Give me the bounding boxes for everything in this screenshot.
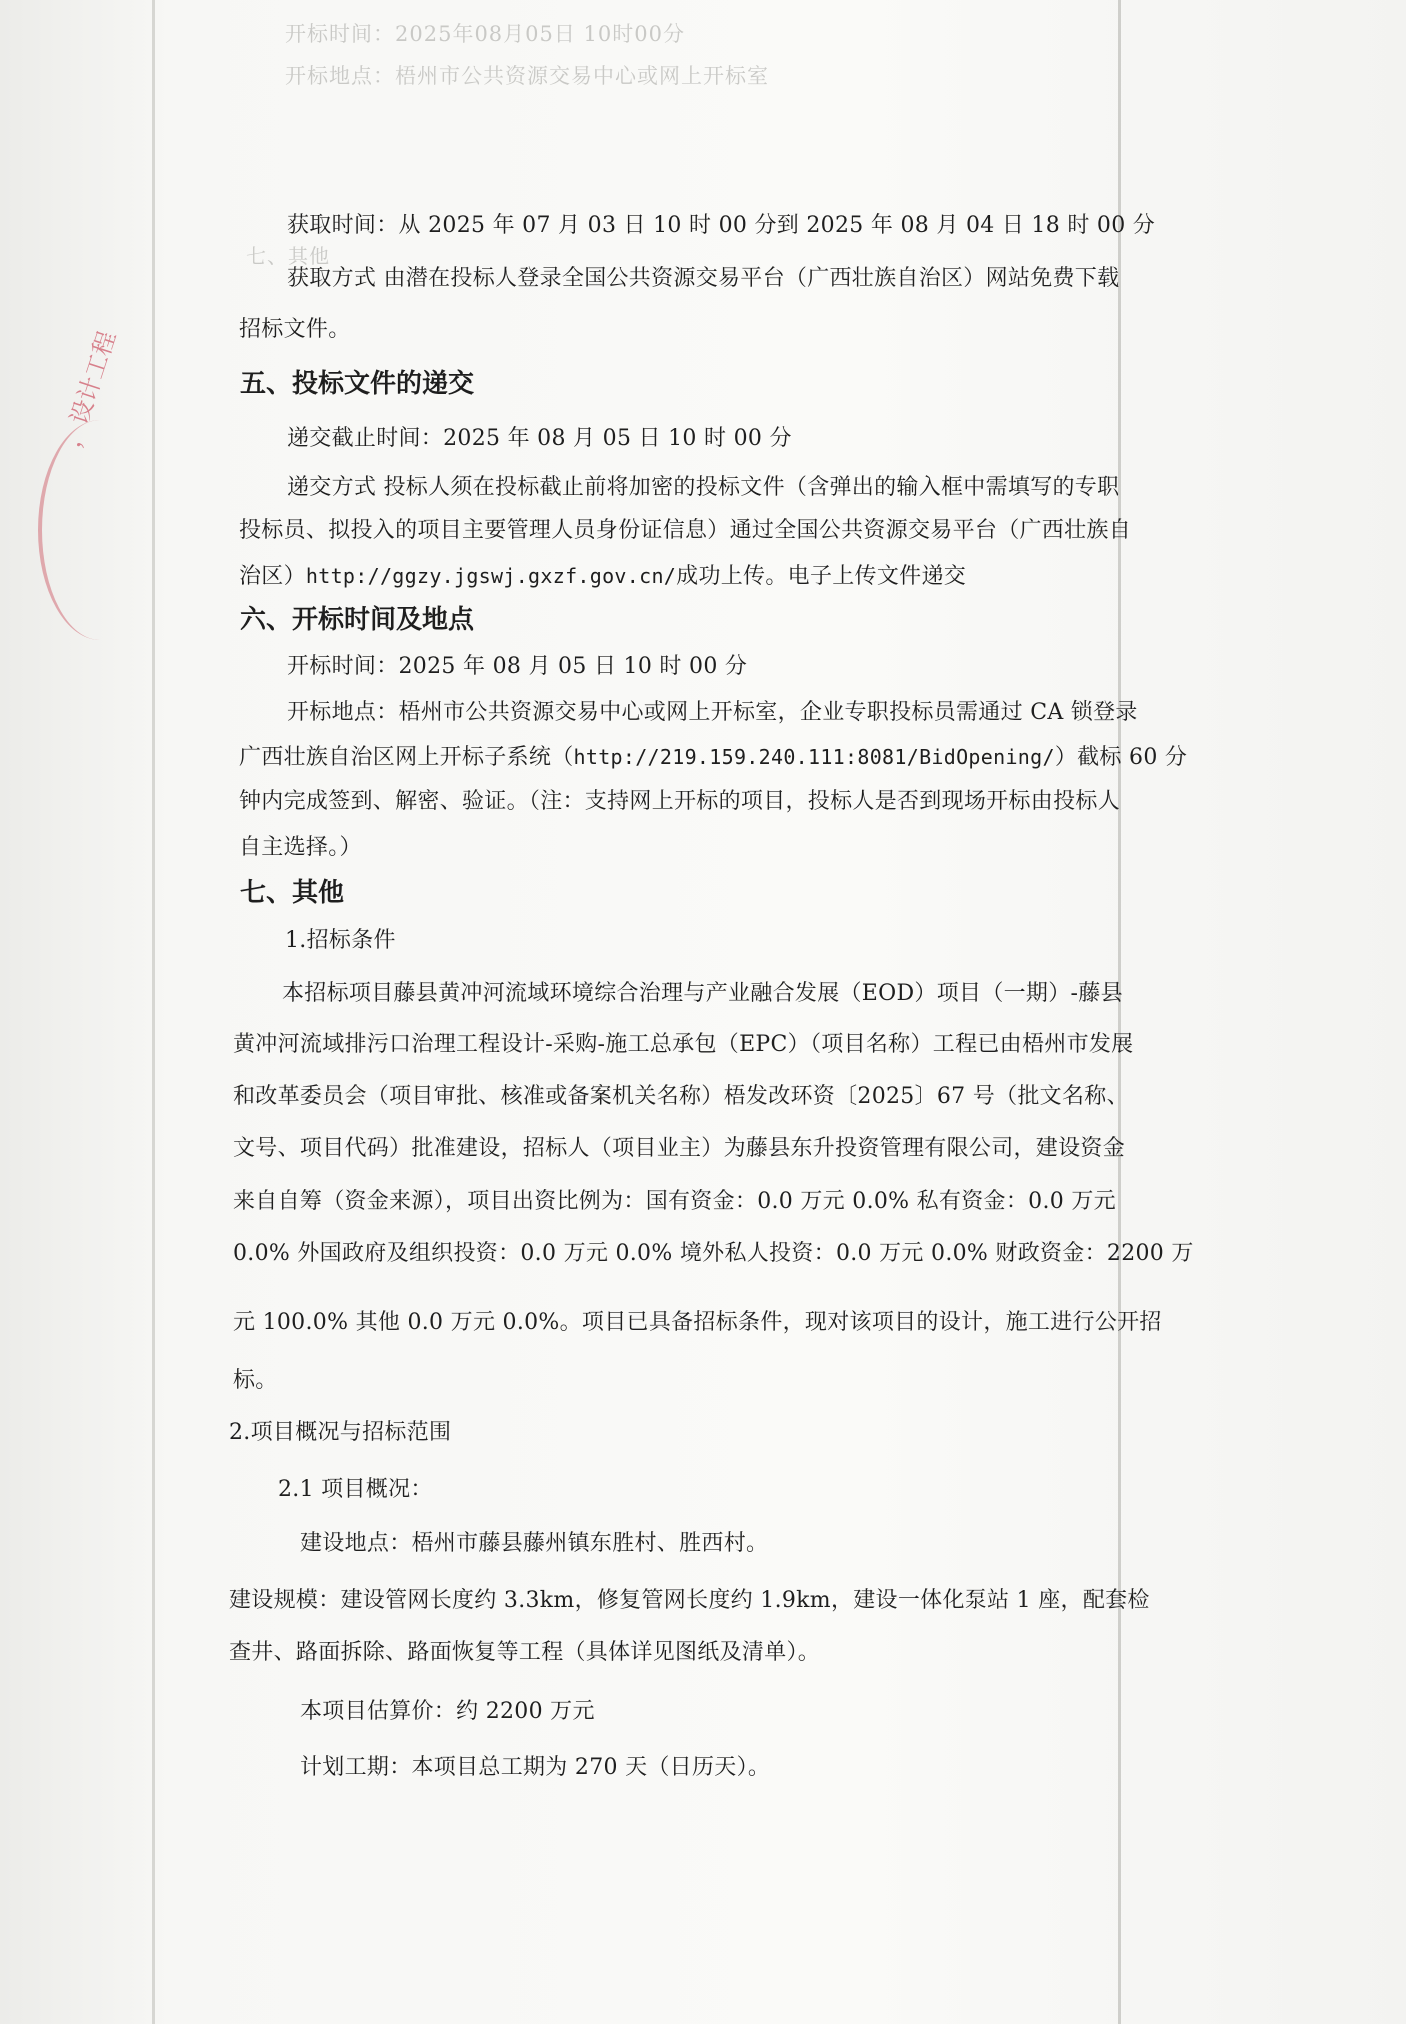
opening-place-line-3: 钟内完成签到、解密、验证。（注：支持网上开标的项目，投标人是否到现场开标由投标人 [239,789,1121,814]
submit-method-line-3 [239,559,966,594]
conditions-line-8: 标。 [233,1368,278,1393]
submit-url-link[interactable]: http://ggzy.jgswj.gxzf.gov.cn/ [305,564,677,588]
submit-method-region: 治区） [239,564,306,589]
conditions-line-5: 来自自筹（资金来源），项目出资比例为：国有资金：0.0 万元 0.0% 私有资金：0.0 万元 [233,1189,1116,1214]
submit-method-line-1: 递交方式 投标人须在投标截止前将加密的投标文件（含弹出的输入框中需填写的专职 [287,475,1120,500]
opening-time: 开标时间：2025 年 08 月 05 日 10 时 00 分 [287,654,748,679]
seal-stamp-text: ，设计工程 [57,327,122,451]
faded-header-line-1: 开标时间：2025年08月05日 10时00分 [285,22,686,46]
planned-duration: 计划工期：本项目总工期为 270 天（日历天）。 [300,1755,771,1780]
bid-opening-url-link[interactable]: http://219.159.240.111:8081/BidOpening/ [573,745,1055,769]
opening-place-line-1: 开标地点：梧州市公共资源交易中心或网上开标室，企业专职投标员需通过 CA 锁登录 [287,700,1138,725]
faded-header-line-2: 开标地点：梧州市公共资源交易中心或网上开标室 [285,64,769,88]
conditions-line-7: 元 100.0% 其他 0.0 万元 0.0%。项目已具备招标条件，现对该项目的设计，施工进行公开招 [233,1310,1162,1335]
section-6-title: 六、开标时间及地点 [240,605,475,635]
opening-place-deadline: ）截标 60 分 [1054,745,1188,770]
construction-location: 建设地点：梧州市藤县藤州镇东胜村、胜西村。 [300,1531,769,1556]
section-5-title: 五、投标文件的递交 [240,369,475,399]
subsection-overview-scope: 2.项目概况与招标范围 [229,1420,452,1445]
construction-scale-line-2: 查井、路面拆除、路面恢复等工程（具体详见图纸及清单）。 [229,1640,821,1665]
conditions-line-4: 文号、项目代码）批准建设，招标人（项目业主）为藤县东升投资管理有限公司，建设资金 [233,1136,1126,1161]
submit-method-line-2: 投标员、拟投入的项目主要管理人员身份证信息）通过全国公共资源交易平台（广西壮族自 [239,518,1132,543]
conditions-line-1: 本招标项目藤县黄冲河流域环境综合治理与产业融合发展（EOD）项目（一期）-藤县 [282,981,1123,1006]
estimated-price: 本项目估算价：约 2200 万元 [300,1699,595,1724]
section-7-title: 七、其他 [240,878,345,908]
construction-scale-line-1: 建设规模：建设管网长度约 3.3km，修复管网长度约 1.9km，建设一体化泵站 1 座，配套检 [229,1588,1150,1613]
faded-bleed-label: 七、其他 [246,244,330,268]
conditions-line-2: 黄冲河流域排污口治理工程设计-采购-施工总承包（EPC）（项目名称）工程已由梧州市发展 [233,1032,1134,1057]
page-edge-right [1118,0,1121,2024]
page-fold-line [152,0,155,2024]
subsection-bidding-conditions: 1.招标条件 [285,928,396,953]
red-seal-stamp [38,420,162,640]
submit-deadline: 递交截止时间：2025 年 08 月 05 日 10 时 00 分 [287,426,792,451]
conditions-line-6: 0.0% 外国政府及组织投资：0.0 万元 0.0% 境外私人投资：0.0 万元 0.0% 财政资金：2200 万 [233,1241,1194,1266]
obtain-method-line-1: 获取方式 由潜在投标人登录全国公共资源交易平台（广西壮族自治区）网站免费下载 [287,266,1120,291]
subsection-overview: 2.1 项目概况： [278,1477,433,1502]
opening-place-system: 广西壮族自治区网上开标子系统（ [239,745,574,770]
obtain-method-line-2: 招标文件。 [239,317,351,342]
submit-method-tail: 成功上传。电子上传文件递交 [676,564,967,589]
opening-place-line-4: 自主选择。） [239,835,362,860]
conditions-line-3: 和改革委员会（项目审批、核准或备案机关名称）梧发改环资〔2025〕67 号（批文名称、 [233,1084,1129,1109]
obtain-time: 获取时间：从 2025 年 07 月 03 日 10 时 00 分到 2025 年 08 月 04 日 18 时 00 分 [287,213,1156,238]
opening-place-line-2 [239,740,1187,775]
